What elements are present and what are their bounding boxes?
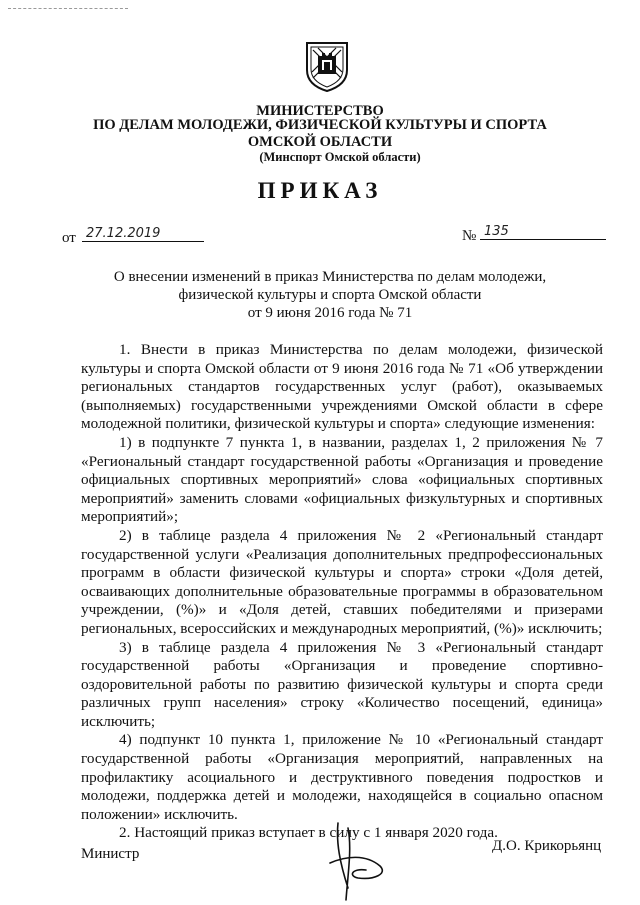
- paragraph-1: 1. Внести в приказ Министерства по делам молодежи, физической культуры и спорта Омской области от 9 июня 2016 года № 71 «Об утверждении региональных стандартов государственных услуг (работ), оказываемых (выполняемых) государственными учреждениями Омской области в сфере молодежной политики, физической культуры и спорта» следующие изменения:: [81, 341, 603, 433]
- ministry-title-line1: МИНИСТЕРСТВО: [256, 103, 384, 119]
- date-prefix: от: [62, 230, 76, 246]
- scan-edge-line: [8, 8, 128, 9]
- ministry-title-line3: ОМСКОЙ ОБЛАСТИ: [247, 134, 393, 150]
- subject-line: от 9 июня 2016 года № 71: [247, 305, 413, 321]
- number-prefix: №: [462, 228, 477, 244]
- number-value: 135: [484, 224, 509, 239]
- signatory-position: Министр: [81, 846, 140, 862]
- ministry-short-name: (Минспорт Омской области): [259, 150, 421, 164]
- ministry-title-line2: ПО ДЕЛАМ МОЛОДЕЖИ, ФИЗИЧЕСКОЙ КУЛЬТУРЫ И СПОРТА: [93, 117, 547, 133]
- subject-line: физической культуры и спорта Омской области: [178, 287, 482, 303]
- paragraph-1-3: 3) в таблице раздела 4 приложения № 3 «Региональный стандарт государственной работы «Организация и проведение спортивно-оздоровительной работы по развитию физической культуры и спорта среди различных групп населения» строку «Количество посещений, единица» исключить;: [81, 638, 603, 730]
- paragraph-1-2: 2) в таблице раздела 4 приложения № 2 «Региональный стандарт государственной услуги «Реализация дополнительных предпрофессиональных программ в области физической культуры и спорта» строки «Доля детей, осваивающих дополнительные образовательные программы в образовательном учреждении, (%)» и «Доля детей, ставших победителями и призерами региональных, всероссийских и международных мероприятий, (%)» исключить;: [81, 526, 603, 637]
- subject-line: О внесении изменений в приказ Министерства по делам молодежи,: [113, 269, 547, 285]
- coat-of-arms-icon: [304, 40, 350, 92]
- document-type-title: ПРИКАЗ: [257, 178, 383, 203]
- number-underline: [480, 239, 606, 240]
- document-body: [81, 341, 603, 843]
- document-subject: [80, 268, 580, 322]
- paragraph-1-4: 4) подпункт 10 пункта 1, приложение № 10 «Региональный стандарт государственной работы «Организация мероприятий, направленных на профилактику асоциального и деструктивного поведения подростков и молодежи, поддержка детей и молодежи, находящейся в социально опасном положении» исключить.: [81, 731, 603, 823]
- paragraph-2: 2. Настоящий приказ вступает в силу с 1 января 2020 года.: [119, 824, 498, 842]
- handwritten-signature: [318, 818, 398, 903]
- signatory-name: Д.О. Крикорьянц: [492, 838, 602, 854]
- date-value: 27.12.2019: [86, 226, 161, 241]
- date-underline: [82, 241, 204, 242]
- paragraph-1-1: 1) в подпункте 7 пункта 1, в названии, разделах 1, 2 приложения № 7 «Региональный стандарт государственной работы «Организация и проведение официальных спортивных мероприятий» слова «официальных спортивных мероприятий» заменить словами «официальных физкультурных и спортивных мероприятий»;: [81, 433, 603, 526]
